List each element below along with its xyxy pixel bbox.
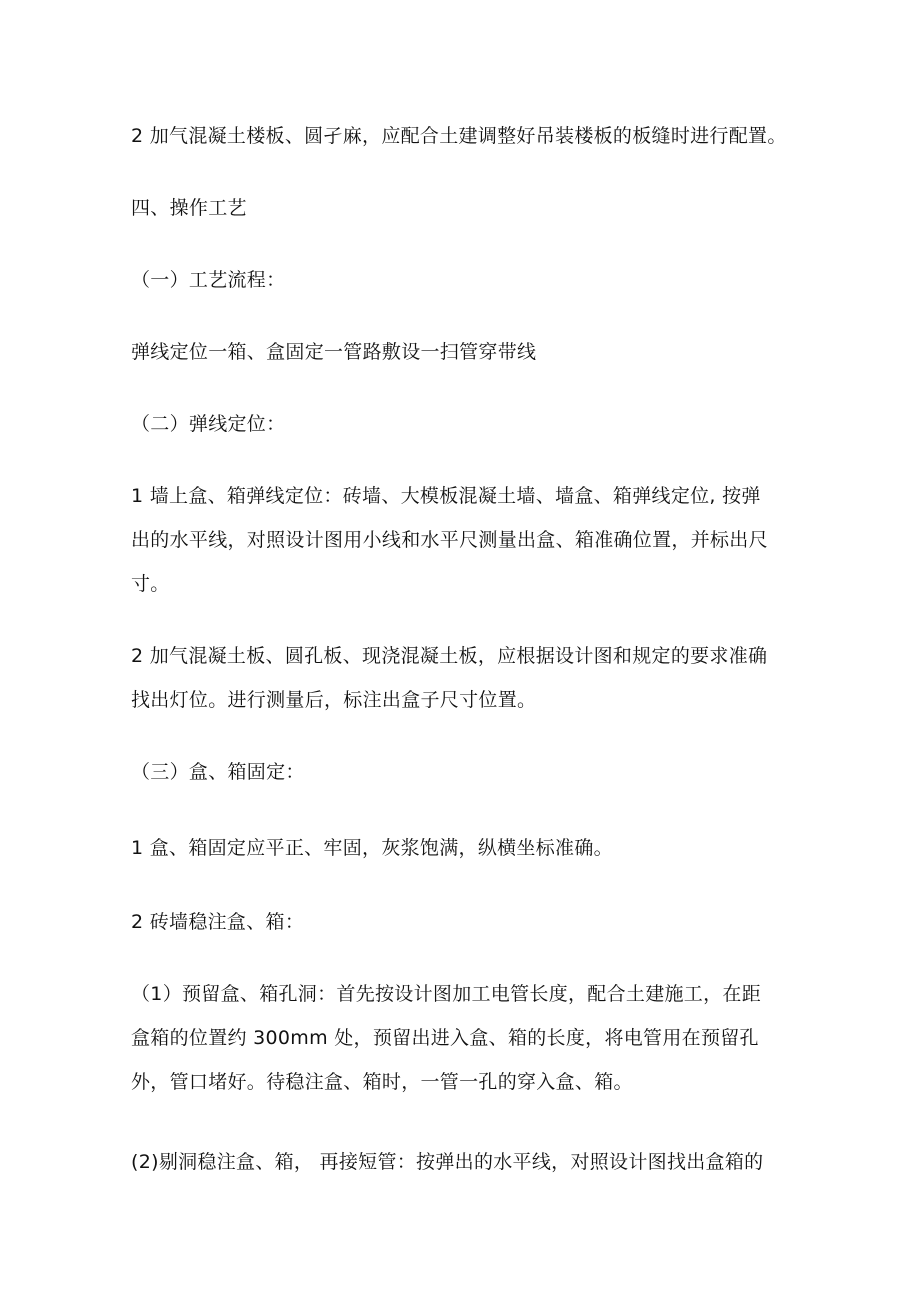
subheading-process-flow [131, 258, 811, 302]
text-line: 2 加气混凝土板、圆孔板、现浇混凝土板，应根据设计图和规定的要求准确 [131, 645, 768, 667]
text-line: 弹线定位一箱、盒固定一管路敷设一扫管穿带线 [131, 341, 537, 363]
text-line: 盒箱的位置约 300mm 处，预留出进入盒、箱的长度，将电管用在预留孔 [131, 1027, 759, 1049]
paragraph-brick-wall-boxes [131, 900, 811, 944]
paragraph-chisel-holes [131, 1140, 811, 1184]
text-line: 找出灯位。进行测量后，标注出盒子尺寸位置。 [131, 689, 537, 711]
paragraph-reserved-holes [131, 972, 811, 1104]
text-line: （一）工艺流程： [131, 269, 286, 291]
subheading-line-positioning [131, 402, 811, 446]
text-line: 1 盒、箱固定应平正、牢固，灰浆饱满，纵横坐标准确。 [131, 837, 613, 859]
paragraph-process-flow-steps [131, 330, 811, 374]
text-line: 2 加气混凝土楼板、圆孑麻，应配合土建调整好吊装楼板的板缝时进行配置。 [131, 125, 787, 147]
subheading-box-fixing [131, 750, 811, 794]
text-line: 1 墙上盒、箱弹线定位：砖墙、大模板混凝土墙、墙盒、箱弹线定位, 按弹 [131, 485, 761, 507]
text-line: （二）弹线定位： [131, 413, 286, 435]
text-line: 2 砖墙稳注盒、箱： [131, 911, 305, 933]
paragraph-floor-slab-note [131, 114, 811, 158]
text-line: （1）预留盒、箱孔洞：首先按设计图加工电管长度，配合土建施工，在距 [131, 983, 761, 1005]
text-line: 出的水平线，对照设计图用小线和水平尺测量出盒、箱准确位置，并标出尺 [131, 529, 768, 551]
text-line: （三）盒、箱固定： [131, 761, 305, 783]
paragraph-slab-lamp-positioning [131, 634, 811, 722]
text-line: 四、操作工艺 [131, 197, 247, 219]
text-line: (2)剔洞稳注盒、箱， 再接短管：按弹出的水平线，对照设计图找出盒箱的 [131, 1151, 764, 1173]
paragraph-box-fixing-requirements [131, 826, 811, 870]
section-heading-operation-process [131, 186, 811, 230]
paragraph-wall-box-positioning [131, 474, 811, 606]
text-line: 外，管口堵好。待稳注盒、箱时，一管一孔的穿入盒、箱。 [131, 1071, 633, 1093]
text-line: 寸。 [131, 573, 170, 595]
